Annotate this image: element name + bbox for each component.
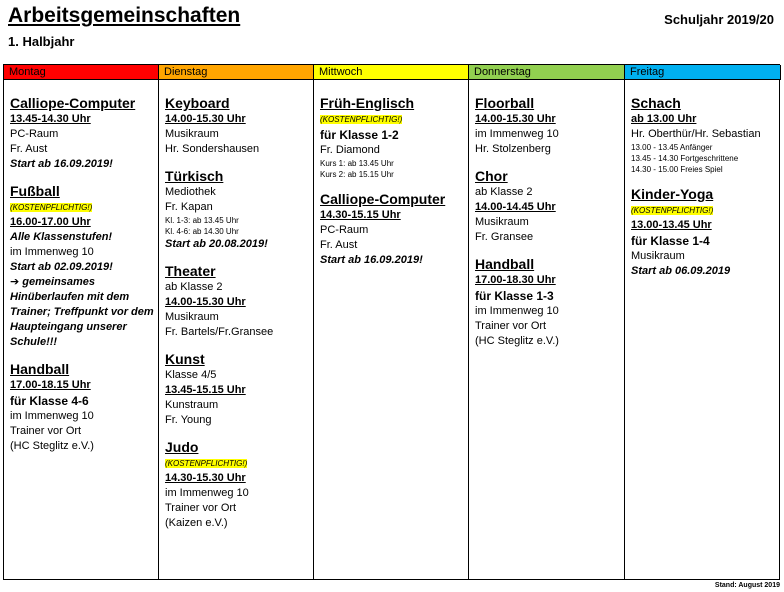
activity-detail: Start ab 02.09.2019! — [10, 261, 113, 273]
day-header-mittwoch: Mittwoch — [314, 65, 469, 80]
activity-detail: Musikraum — [165, 128, 219, 140]
activity-detail: Trainer vor Ort — [165, 502, 237, 514]
cost-badge — [165, 456, 313, 471]
activity-detail: (HC Steglitz e.V.) — [475, 335, 559, 347]
activity-detail: Musikraum — [165, 311, 219, 323]
activity-detail: Fr. Kapan — [165, 201, 213, 213]
activity-time: 13.45-15.15 Uhr — [165, 384, 246, 396]
activity-name: Floorball — [475, 95, 535, 111]
activity-chor — [475, 167, 624, 245]
activity-detail: Alle Klassenstufen! — [10, 231, 113, 243]
activity-detail: (Kaizen e.V.) — [165, 517, 228, 529]
activity-detail: Fr. Young — [165, 414, 212, 426]
activity-handball — [10, 360, 158, 454]
activity-handball — [475, 255, 624, 349]
activity-name: Handball — [10, 361, 70, 377]
day-header-donnerstag: Donnerstag — [469, 65, 625, 80]
stand-date: Stand: August 2019 — [714, 582, 780, 589]
activity-theater — [165, 262, 313, 340]
activity-detail: PC-Raum — [10, 128, 59, 140]
activity-time: 13.00-13.45 Uhr — [631, 219, 712, 231]
activity-name: Judo — [165, 439, 199, 455]
activity-detail: Start ab 16.09.2019! — [320, 254, 423, 266]
activity-calliope-computer — [320, 190, 468, 268]
activity-türkisch — [165, 167, 313, 252]
day-column-donnerstag — [469, 80, 625, 579]
activity-time: 14.00-15.30 Uhr — [165, 113, 246, 125]
activity-name: Kunst — [165, 351, 205, 367]
activity-name: Keyboard — [165, 95, 230, 111]
activity-name: Fußball — [10, 183, 60, 199]
activity-detail: Hr. Stolzenberg — [475, 143, 551, 155]
cost-badge — [10, 200, 158, 215]
cost-badge-label: (KOSTENPFLICHTIG!) — [320, 115, 403, 124]
activity-judo — [165, 438, 313, 531]
activity-detail: Kl. 4-6: ab 14.30 Uhr — [165, 227, 239, 236]
activity-detail: PC-Raum — [320, 224, 369, 236]
activity-detail: 13.00 - 13.45 Anfänger — [631, 143, 713, 152]
activity-time: 13.45-14.30 Uhr — [10, 113, 91, 125]
activity-calliope-computer — [10, 94, 158, 172]
activity-detail: Hr. Oberthür/Hr. Sebastian — [631, 128, 761, 140]
activity-time: 17.00-18.15 Uhr — [10, 379, 91, 391]
day-header-freitag: Freitag — [625, 65, 781, 80]
activity-schach — [631, 94, 781, 175]
activity-time: 17.00-18.30 Uhr — [475, 274, 556, 286]
day-column-freitag — [625, 80, 781, 579]
cost-badge-label: (KOSTENPFLICHTIG!) — [165, 459, 248, 468]
activity-detail: für Klasse 1-3 — [475, 289, 554, 303]
activity-detail: (HC Steglitz e.V.) — [10, 440, 94, 452]
activity-time: 14.30-15.30 Uhr — [165, 472, 246, 484]
schedule-table — [3, 64, 780, 580]
activity-detail: Start ab 20.08.2019! — [165, 238, 268, 250]
activity-keyboard — [165, 94, 313, 157]
activity-detail: Fr. Gransee — [475, 231, 534, 243]
activity-detail: Start ab 16.09.2019! — [10, 158, 113, 170]
day-column-dienstag — [159, 80, 314, 579]
activity-detail: Musikraum — [631, 250, 685, 262]
activity-früh-englisch — [320, 94, 468, 180]
activity-detail: für Klasse 1-4 — [631, 234, 710, 248]
activity-detail: Kl. 1-3: ab 13.45 Uhr — [165, 216, 239, 225]
activity-detail: im Immenweg 10 — [165, 487, 249, 499]
activity-detail: Hr. Sondershausen — [165, 143, 260, 155]
activity-name: Theater — [165, 263, 216, 279]
activity-detail: Klasse 4/5 — [165, 369, 217, 381]
page-subtitle: 1. Halbjahr — [8, 34, 75, 49]
activity-detail: Fr. Diamond — [320, 144, 380, 156]
activity-detail: Fr. Aust — [320, 239, 358, 251]
activity-detail: Kurs 2: ab 15.15 Uhr — [320, 170, 394, 179]
activity-detail: ab Klasse 2 — [475, 186, 533, 198]
activity-detail: Trainer vor Ort — [475, 320, 547, 332]
activity-detail: im Immenweg 10 — [10, 246, 94, 258]
activity-kinder-yoga — [631, 185, 781, 279]
activity-detail: ab Klasse 2 — [165, 281, 223, 293]
activity-name: Schach — [631, 95, 681, 111]
activity-name: Kinder-Yoga — [631, 186, 714, 202]
activity-detail: Mediothek — [165, 186, 216, 198]
activity-name: Handball — [475, 256, 535, 272]
activity-detail: Kunstraum — [165, 399, 219, 411]
activity-time: 14.30-15.15 Uhr — [320, 209, 401, 221]
activity-name: Früh-Englisch — [320, 95, 415, 111]
activity-detail: 13.45 - 14.30 Fortgeschrittene — [631, 154, 739, 163]
day-header-dienstag: Dienstag — [159, 65, 314, 80]
activity-time: 14.00-14.45 Uhr — [475, 201, 556, 213]
activity-detail: im Immenweg 10 — [10, 410, 94, 422]
activity-detail: im Immenweg 10 — [475, 305, 559, 317]
activity-detail: 14.30 - 15.00 Freies Spiel — [631, 165, 723, 174]
activity-kunst — [165, 350, 313, 428]
activity-name: Calliope-Computer — [320, 191, 446, 207]
page-title: Arbeitsgemeinschaften — [8, 4, 241, 27]
activity-floorball — [475, 94, 624, 157]
activity-detail: für Klasse 1-2 — [320, 128, 399, 142]
day-header-montag: Montag — [4, 65, 159, 80]
activity-name: Türkisch — [165, 168, 224, 184]
cost-badge — [320, 112, 468, 127]
cost-badge — [631, 203, 781, 218]
activity-detail: ➔ gemeinsames Hinüberlaufen mit dem Trainer; Treffpunkt vor dem Haupteingang unserer Schule!!! — [10, 276, 154, 348]
activity-fußball — [10, 182, 158, 350]
activity-detail: für Klasse 4-6 — [10, 394, 89, 408]
day-column-mittwoch — [314, 80, 469, 579]
activity-name: Calliope-Computer — [10, 95, 136, 111]
activity-detail: im Immenweg 10 — [475, 128, 559, 140]
activity-name: Chor — [475, 168, 508, 184]
activity-detail: Start ab 06.09.2019 — [631, 265, 731, 277]
activity-detail: Fr. Bartels/Fr.Gransee — [165, 326, 274, 338]
activity-detail: Kurs 1: ab 13.45 Uhr — [320, 159, 394, 168]
cost-badge-label: (KOSTENPFLICHTIG!) — [631, 206, 714, 215]
activity-detail: Musikraum — [475, 216, 529, 228]
activity-time: 14.00-15.30 Uhr — [475, 113, 556, 125]
day-column-montag — [4, 80, 159, 579]
activity-time: ab 13.00 Uhr — [631, 113, 697, 125]
activity-detail: Fr. Aust — [10, 143, 48, 155]
activity-time: 16.00-17.00 Uhr — [10, 216, 91, 228]
activity-time: 14.00-15.30 Uhr — [165, 296, 246, 308]
cost-badge-label: (KOSTENPFLICHTIG!) — [10, 203, 93, 212]
school-year: Schuljahr 2019/20 — [664, 12, 774, 27]
activity-detail: Trainer vor Ort — [10, 425, 82, 437]
